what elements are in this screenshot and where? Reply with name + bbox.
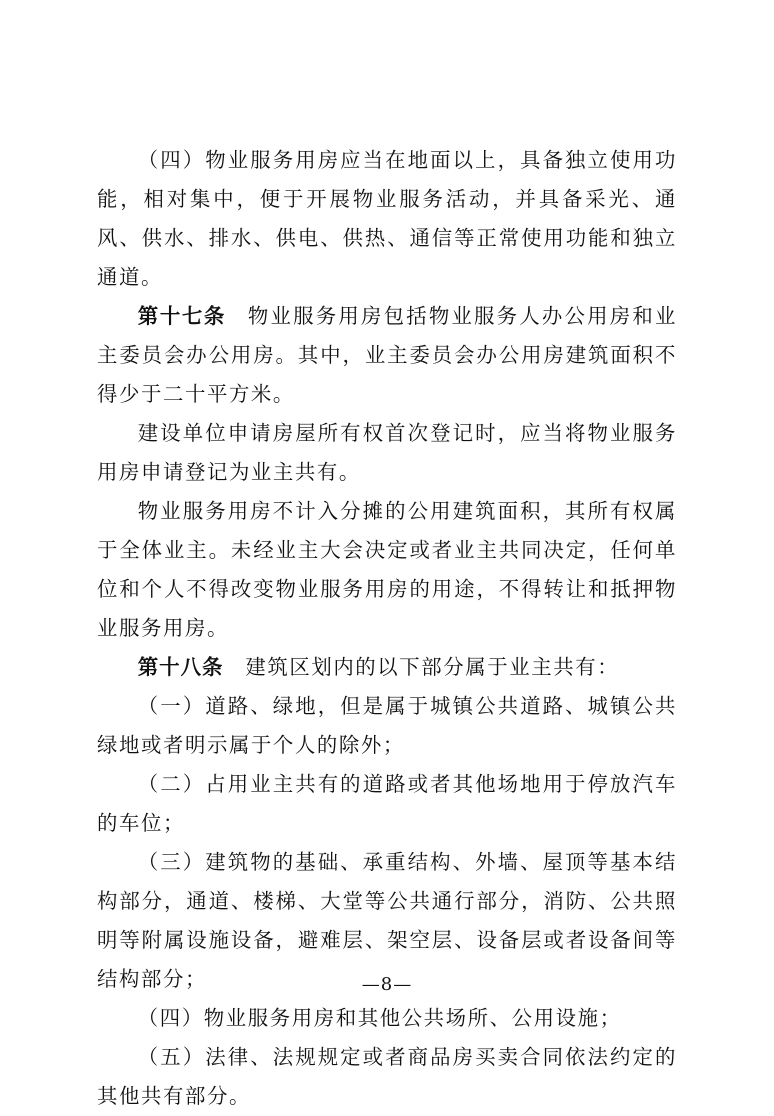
paragraph-4: 物业服务用房不计入分摊的公用建筑面积，其所有权属于全体业主。未经业主大会决定或者业主共同决定，任何单位和个人不得改变物业服务用房的用途，不得转让和抵押物业服务用房。 xyxy=(97,499,677,640)
document-body xyxy=(97,141,677,1116)
article-18-paragraph: 第十八条 建筑区划内的以下部分属于业主共有： xyxy=(137,655,620,679)
paragraph-9: （四）物业服务用房和其他公共场所、公用设施； xyxy=(137,1006,622,1030)
paragraph-6: （一）道路、绿地，但是属于城镇公共道路、城镇公共绿地或者明示属于个人的除外； xyxy=(97,694,677,757)
article-17-paragraph: 第十七条 物业服务用房包括物业服务人办公用房和业主委员会办公用房。其中，业主委员会办公用房建筑面积不得少于二十平方米。 xyxy=(97,304,677,406)
paragraph-10: （五）法律、法规规定或者商品房买卖合同依法约定的其他共有部分。 xyxy=(97,1045,677,1108)
page-number: —8— xyxy=(361,974,413,995)
paragraph-3: 建设单位申请房屋所有权首次登记时，应当将物业服务用房申请登记为业主共有。 xyxy=(97,421,677,484)
paragraph-8: （三）建筑物的基础、承重结构、外墙、屋顶等基本结构部分，通道、楼梯、大堂等公共通行部分，消防、公共照明等附属设施设备，避难层、架空层、设备层或者设备间等结构部分； xyxy=(97,850,677,991)
paragraph-7: （二）占用业主共有的道路或者其他场地用于停放汽车的车位； xyxy=(97,772,677,835)
article-number: 第十八条 xyxy=(137,655,224,679)
article-number: 第十七条 xyxy=(137,304,226,328)
paragraph-1: （四）物业服务用房应当在地面以上，具备独立使用功能，相对集中，便于开展物业服务活动，并具备采光、通风、供水、排水、供电、供热、通信等正常使用功能和独立通道。 xyxy=(97,148,677,289)
